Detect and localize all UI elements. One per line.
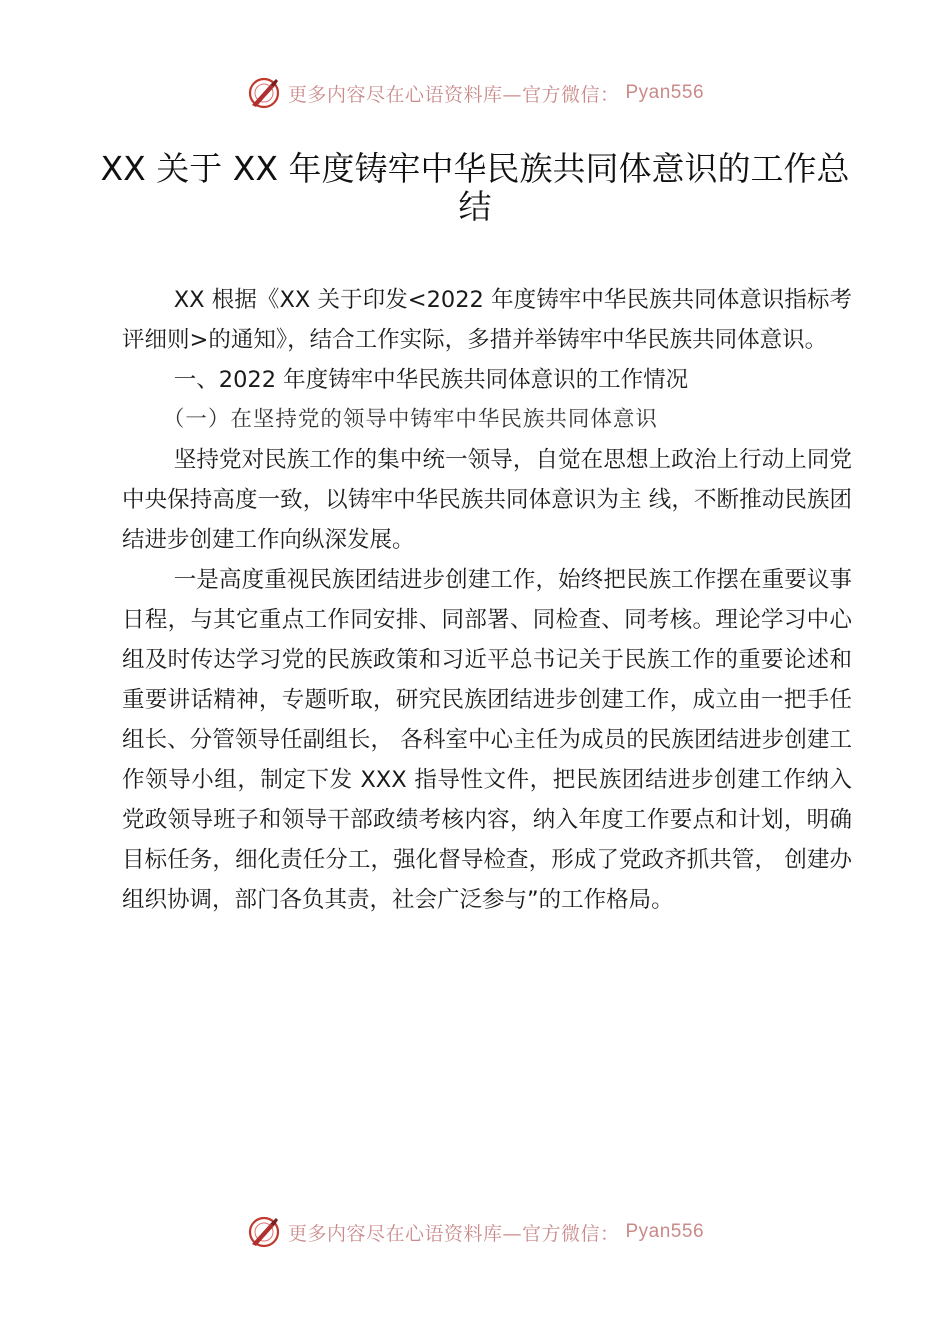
pen-logo-icon [246,1214,282,1250]
pen-logo-icon [246,75,282,111]
body-paragraph: 坚持党对民族工作的集中统一领导，自觉在思想上政治上行动上同党中央保持高度一致，以铸牢中华民族共同体意识为主 线，不断推动民族团结进步创建工作向纵深发展。 [122,447,852,553]
body-paragraph: 一是高度重视民族团结进步创建工作，始终把民族工作摆在重要议事日程，与其它重点工作同安排、同部署、同检查、同考核。理论学习中心组及时传达学习党的民族政策和习近平总书记关于民族工作的重要论述和重要讲话精神，专题听取，研究民族团结进步创建工作，成立由一把手任组长、分管领导任副组长， 各科室中心主任为成员的民族团结进步创建工作领导小组，制定下发 XXX 指导性文件，把民族团结进步创建工作纳入党政领导班子和领导干部政绩考核内容，纳入年度工作要点和计划，明确目标任务，细化责任分工，强化督导检查，形成了党政齐抓共管， 创建办组织协调，部门各负其责，社会广泛参与”的工作格局。 [122,567,852,913]
intro-paragraph: XX 根据《XX 关于印发<2022 年度铸牢中华民族共同体意识指标考评细则>的通知》，结合工作实际，多措并举铸牢中华民族共同体意识。 [122,287,852,353]
footer-watermark [0,1212,950,1252]
watermark-text: 更多内容尽在心语资料库—官方微信： [287,1222,620,1245]
watermark-wechat-id: Pyan556 [625,1221,705,1242]
document-body [122,280,852,920]
header-watermark [0,73,950,113]
watermark-text: 更多内容尽在心语资料库—官方微信： [287,83,620,106]
subsection-heading: （一）在坚持党的领导中铸牢中华民族共同体意识 [162,407,658,432]
document-title: XX 关于 XX 年度铸牢中华民族共同体意识的工作总结 [100,149,850,226]
watermark-wechat-id: Pyan556 [625,82,705,103]
section-heading: 一、2022 年度铸牢中华民族共同体意识的工作情况 [173,367,689,393]
